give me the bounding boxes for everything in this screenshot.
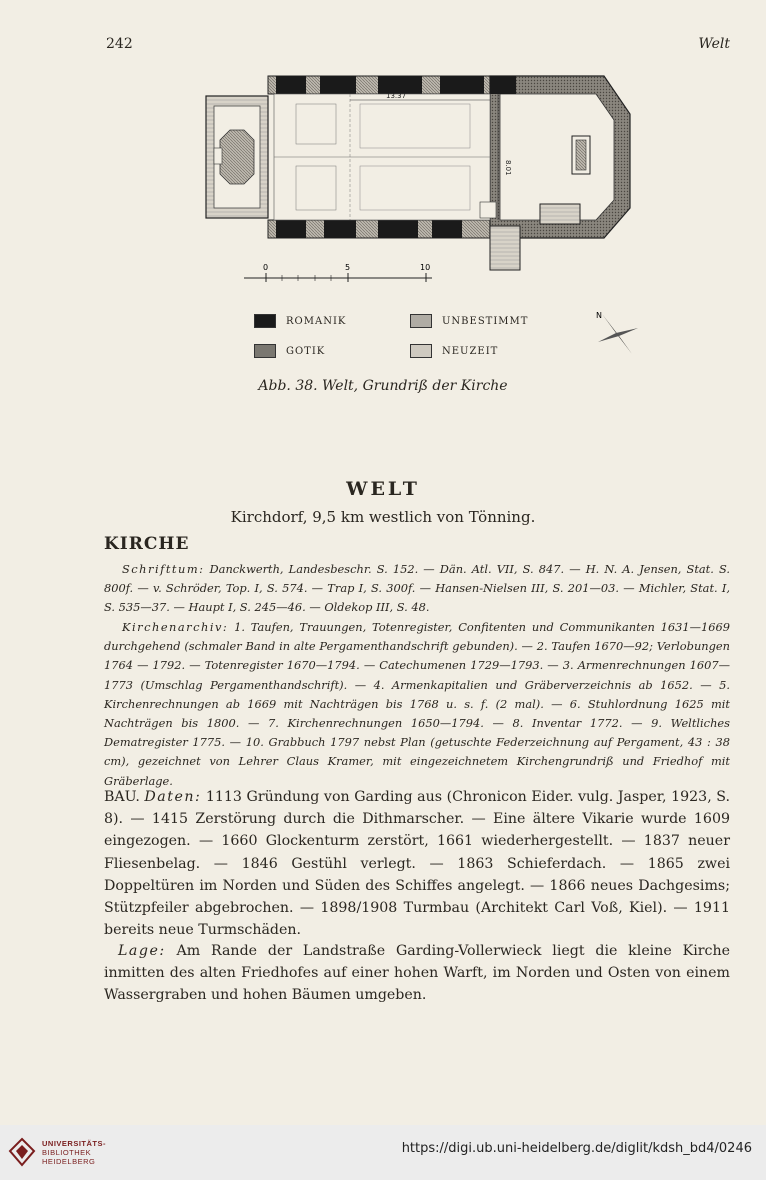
dimension-top-label: 13.37 bbox=[386, 92, 407, 100]
plan-legend bbox=[250, 312, 550, 362]
archiv-label: Kirchenarchiv: bbox=[122, 620, 229, 634]
scale-label-5: 5 bbox=[345, 263, 351, 272]
daten-label: Daten: bbox=[144, 789, 202, 805]
lage-paragraph bbox=[104, 940, 730, 1007]
bau-label: BAU. bbox=[104, 789, 140, 805]
permalink-url[interactable]: https://digi.ub.uni-heidelberg.de/diglit/kdsh_bd4/0246 bbox=[401, 1141, 752, 1156]
page-number: 242 bbox=[106, 36, 133, 52]
scale-label-0: 0 bbox=[263, 263, 269, 272]
dimension-side-label: 8.01 bbox=[504, 160, 512, 176]
schrifttum-paragraph bbox=[104, 560, 730, 618]
archiv-text: 1. Taufen, Trauungen, Totenregister, Confitenten und Communikanten 1631—1669 durchgehend (schmaler Band in alte Pergamenthandschrift gebunden). — 2. Taufen 1670—92; Verlobungen 1764 — 1792. — Totenregister 1670—1794. — Catechumenen 1729—1793. — 3. Armenrechnungen 1607—1773 (Umschlag Pergamenthandschrift). — 4. Armenkapitalien und Gräberverzeichnis ab 1652. — 5. Kirchenrechnungen ab 1669 mit Nachträgen bis 1768 u. s. f. (2 mal). — 6. Stuhlordnung 1625 mit Nachträgen bis 1800. — 7. Kirchenrechnungen 1650—1794. — 8. Inventar 1772. — 9. Weltliches Dematregister 1775. — 10. Grabbuch 1797 nebst Plan (getuschte Federzeichnung auf Pergament, 43 : 38 cm), gezeichnet von Lehrer Claus Kramer, mit eingezeichnetem Kirchengrundriß und Friedhof mit Gräberlage. bbox=[104, 620, 730, 788]
library-name[interactable]: UNIVERSITÄTS- BIBLIOTHEK HEIDELBERG bbox=[42, 1139, 107, 1166]
legend-swatch bbox=[410, 344, 432, 358]
daten-text: 1113 Gründung von Garding aus (Chronicon Eider. vulg. Jasper, 1923, S. 8). — 1415 Zerstörung durch die Dithmarscher. — Eine ältere Vikarie wurde 1609 eingezogen. — 1660 Glockenturm zerstört, 1661 wiederhergestellt. — 1837 neuer Fliesenbelag. — 1846 Gestühl verlegt. — 1863 Schieferdach. — 1865 zwei Doppeltüren im Norden und Süden des Schiffes angelegt. — 1866 neues Dachgesims; Stützpfeiler abgebrochen. — 1898/1908 Turmbau (Architekt Carl Voß, Kiel). — 1911 bereits neue Turmschäden. bbox=[104, 789, 730, 939]
legend-item-romanik: ROMANIK bbox=[254, 314, 346, 328]
compass-rose-icon bbox=[592, 306, 642, 360]
compass-north-label: N bbox=[596, 311, 602, 320]
lage-label: Lage: bbox=[118, 943, 166, 959]
legend-item-neuzeit: NEUZEIT bbox=[410, 344, 498, 358]
article-subtitle: Kirchdorf, 9,5 km westlich von Tönning. bbox=[230, 508, 536, 526]
viewer-footer bbox=[0, 1125, 766, 1180]
schrifttum-text: Danckwerth, Landesbeschr. S. 152. — Dän. Atl. VII, S. 847. — H. N. A. Jensen, Stat. S. 800f. — v. Schröder, Top. I, S. 574. — Trap I, S. 300f. — Hansen-Nielsen III, S. 201—03. — Michler, Stat. I, S. 535—37. — Haupt I, S. 245—46. — Oldekop III, S. 48. bbox=[104, 562, 730, 615]
figure-caption: Abb. 38. Welt, Grundriß der Kirche bbox=[258, 378, 508, 394]
running-title: Welt bbox=[698, 36, 730, 52]
archiv-paragraph bbox=[104, 618, 730, 791]
legend-swatch bbox=[254, 314, 276, 328]
section-heading: KIRCHE bbox=[104, 534, 190, 554]
legend-swatch bbox=[254, 344, 276, 358]
scale-label-10: 10 bbox=[420, 263, 431, 272]
library-logo-icon[interactable] bbox=[8, 1137, 36, 1167]
legend-item-unbestimmt: UNBESTIMMT bbox=[410, 314, 528, 328]
bau-paragraph bbox=[104, 786, 730, 941]
article-title: WELT bbox=[346, 478, 420, 500]
church-floor-plan bbox=[200, 70, 640, 290]
schrifttum-label: Schrifttum: bbox=[122, 562, 205, 576]
lage-text: Am Rande der Landstraße Garding-Vollerwieck liegt die kleine Kirche inmitten des alten Friedhofes auf einer hohen Warft, im Norden und Osten von einem Wassergraben und hohen Bäumen umgeben. bbox=[104, 943, 730, 1004]
legend-item-gotik: GOTIK bbox=[254, 344, 325, 358]
legend-swatch bbox=[410, 314, 432, 328]
